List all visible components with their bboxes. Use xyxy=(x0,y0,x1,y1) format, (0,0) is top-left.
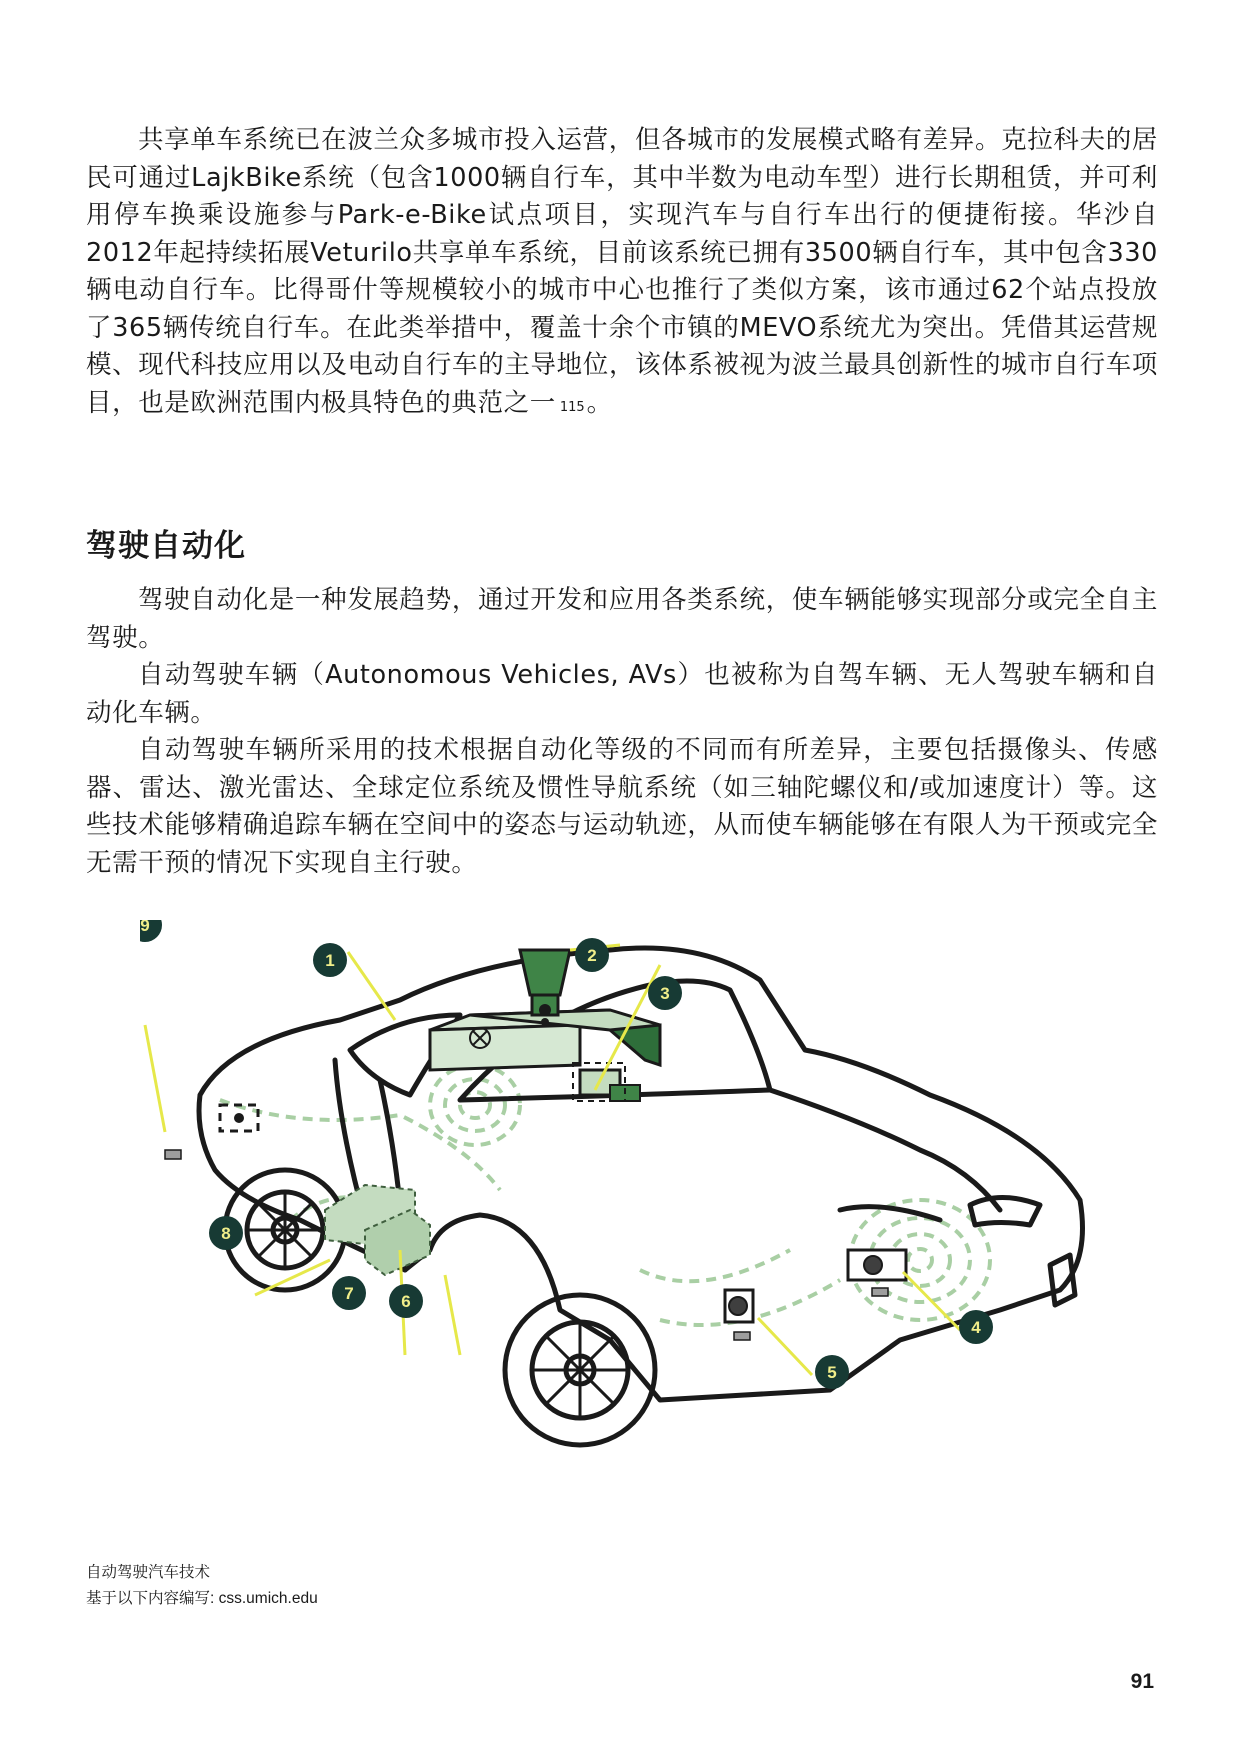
callout-3 xyxy=(648,976,682,1010)
figure-caption xyxy=(86,1560,318,1612)
paragraph: 自动驾驶车辆所采用的技术根据自动化等级的不同而有所差异，主要包括摄像头、传感器、雷达、激光雷达、全球定位系统及惯性导航系统（如三轴陀螺仪和/或加速度计）等。这些技术能够精确追踪车辆在空间中的姿态与运动轨迹，从而使车辆能够在有限人为干预或完全无需干预的情况下实现自主行驶。 xyxy=(86,735,1158,878)
car-technology-illustration xyxy=(140,920,1140,1560)
intro-text xyxy=(86,122,1158,426)
callout-4 xyxy=(959,1310,993,1344)
footnote-ref[interactable]: 115 xyxy=(559,399,585,415)
svg-text:2: 2 xyxy=(587,946,597,965)
caption-title: 自动驾驶汽车技术 xyxy=(86,1564,211,1581)
caption-source: 基于以下内容编写: css.umich.edu xyxy=(86,1590,318,1607)
svg-text:5: 5 xyxy=(827,1363,837,1382)
svg-text:3: 3 xyxy=(660,984,670,1003)
callout-5 xyxy=(815,1355,849,1389)
svg-text:4: 4 xyxy=(971,1318,981,1337)
svg-text:6: 6 xyxy=(401,1292,411,1311)
paragraph: 驾驶自动化是一种发展趋势，通过开发和应用各类系统，使车辆能够实现部分或完全自主驾驶。 xyxy=(86,585,1158,653)
callout-2 xyxy=(575,938,609,972)
roof-lidar-rack xyxy=(430,950,660,1070)
svg-text:1: 1 xyxy=(325,951,335,970)
callout-7 xyxy=(332,1276,366,1310)
svg-text:8: 8 xyxy=(221,1224,231,1243)
svg-text:7: 7 xyxy=(344,1284,354,1303)
section-heading: 驾驶自动化 xyxy=(86,528,246,564)
callout-1 xyxy=(313,943,347,977)
page-number: 91 xyxy=(1130,1670,1154,1693)
section-text xyxy=(86,582,1158,882)
wheel-spokes xyxy=(247,1192,628,1418)
svg-text:9: 9 xyxy=(140,920,150,935)
paragraph: 自动驾驶车辆（Autonomous Vehicles, AVs）也被称为自驾车辆、无人驾驶车辆和自动化车辆。 xyxy=(86,660,1158,728)
rear-sensor xyxy=(165,1105,258,1159)
paragraph: 共享单车系统已在波兰众多城市投入运营，但各城市的发展模式略有差异。克拉科夫的居民可通过LajkBike系统（包含1000辆自行车，其中半数为电动车型）进行长期租赁，并可利用停车换乘设施参与Park-e-Bike试点项目，实现汽车与自行车出行的便捷衔接。华沙自2012年起持续拓展Veturilo共享单车系统，目前该系统已拥有3500辆自行车，其中包含330辆电动自行车。比得哥什等规模较小的城市中心也推行了类似方案，该市通过62个站点投放了365辆传统自行车。在此类举措中，覆盖十余个市镇的MEVO系统尤为突出。凭借其运营规模、现代科技应用以及电动自行车的主导地位，该体系被视为波兰最具创新性的城市自行车项目，也是欧洲范围内极具特色的典范之一 115。 xyxy=(86,125,1158,418)
callout-8 xyxy=(209,1216,243,1250)
callout-9 xyxy=(140,920,162,942)
callouts xyxy=(140,920,993,1389)
callout-6 xyxy=(389,1284,423,1318)
